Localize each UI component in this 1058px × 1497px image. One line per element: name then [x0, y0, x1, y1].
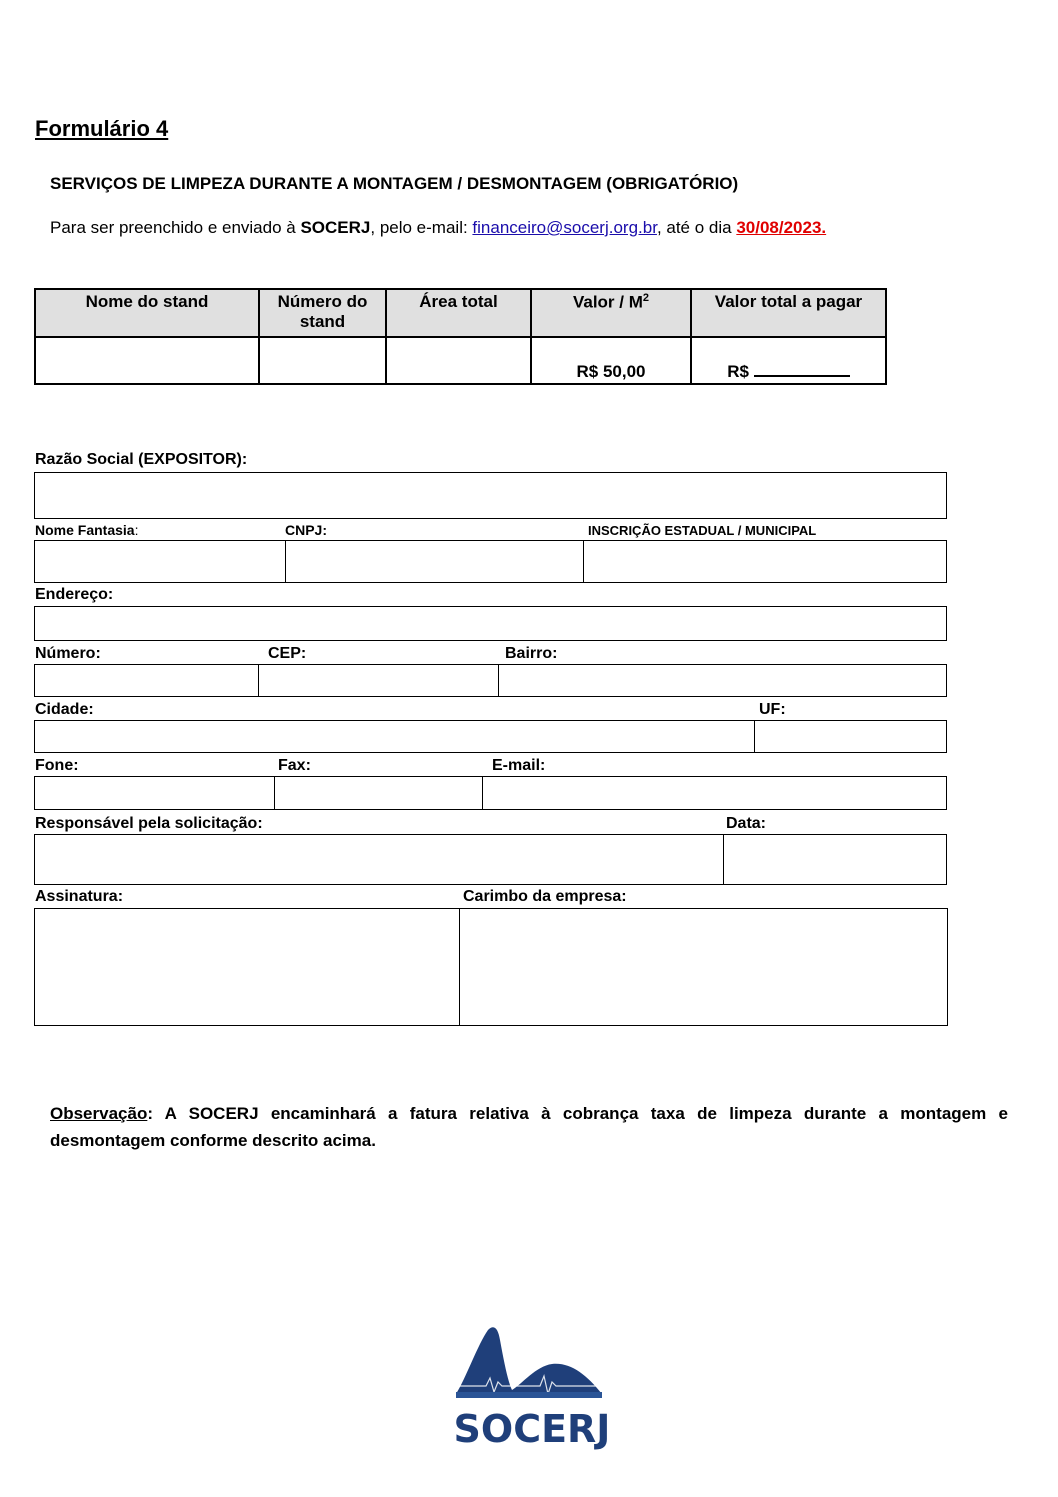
- label-fone: Fone:: [35, 757, 79, 774]
- observacao: [50, 1100, 1008, 1154]
- field-carimbo[interactable]: [459, 908, 948, 1026]
- label-razao-social: Razão Social (EXPOSITOR):: [35, 451, 248, 468]
- header-valor-m2: [531, 289, 691, 337]
- deadline-date: 30/08/2023.: [736, 218, 827, 237]
- page-title: Formulário 4: [35, 116, 169, 141]
- label-inscricao: INSCRIÇÃO ESTADUAL / MUNICIPAL: [588, 523, 817, 538]
- observacao-text: : A SOCERJ encaminhará a fatura relativa à cobrança taxa de limpeza durante a montagem e desmontagem conforme descrito acima.: [50, 1104, 1008, 1150]
- label-nome-fantasia-colon: :: [134, 522, 139, 538]
- field-cidade[interactable]: [34, 720, 755, 753]
- header-nome-stand: Nome do stand: [35, 289, 259, 337]
- label-cnpj: CNPJ:: [285, 522, 328, 538]
- intro-text: [50, 218, 826, 238]
- email-link[interactable]: financeiro@socerj.org.br: [472, 218, 657, 237]
- header-valor-total: Valor total a pagar: [691, 289, 886, 337]
- label-fax: Fax:: [278, 757, 311, 774]
- label-carimbo: Carimbo da empresa:: [463, 888, 627, 905]
- field-responsavel[interactable]: [34, 834, 724, 885]
- label-nome-fantasia: [35, 522, 138, 538]
- label-endereco: Endereço:: [35, 586, 114, 603]
- socerj-logo: [452, 1322, 612, 1450]
- field-inscricao[interactable]: [583, 540, 947, 583]
- intro-middle: , pelo e-mail:: [370, 218, 473, 237]
- label-email: E-mail:: [492, 757, 546, 774]
- cell-nome-stand[interactable]: [35, 337, 259, 384]
- field-fax[interactable]: [274, 776, 483, 810]
- intro-org: SOCERJ: [300, 218, 371, 237]
- label-responsavel: Responsável pela solicitação:: [35, 815, 263, 832]
- field-data[interactable]: [723, 834, 947, 885]
- field-numero[interactable]: [34, 664, 259, 697]
- valor-total-currency: R$: [727, 362, 749, 381]
- cell-valor-m2: R$ 50,00: [531, 337, 691, 384]
- label-bairro: Bairro:: [505, 645, 558, 662]
- field-cnpj[interactable]: [285, 540, 584, 583]
- cell-numero-stand[interactable]: [259, 337, 386, 384]
- label-cidade: Cidade:: [35, 701, 94, 718]
- intro-prefix: Para ser preenchido e enviado à: [50, 218, 301, 237]
- header-valor-m2-label: Valor / M: [572, 292, 643, 312]
- label-numero: Número:: [35, 645, 101, 662]
- label-data: Data:: [726, 815, 767, 832]
- label-cep: CEP:: [268, 645, 307, 662]
- field-razao-social[interactable]: [34, 472, 947, 519]
- valor-total-blank-line: [754, 361, 850, 377]
- observacao-label: Observação: [50, 1104, 148, 1123]
- header-valor-m2-sup: 2: [642, 292, 650, 304]
- header-area-total: Área total: [386, 289, 531, 337]
- price-table-row: [35, 337, 886, 384]
- label-assinatura: Assinatura:: [35, 888, 124, 905]
- cell-area-total[interactable]: [386, 337, 531, 384]
- field-cep[interactable]: [258, 664, 499, 697]
- cell-valor-total[interactable]: [691, 337, 886, 384]
- field-fone[interactable]: [34, 776, 275, 810]
- field-assinatura[interactable]: [34, 908, 460, 1026]
- field-nome-fantasia[interactable]: [34, 540, 286, 583]
- form-subtitle: SERVIÇOS DE LIMPEZA DURANTE A MONTAGEM / DESMONTAGEM (OBRIGATÓRIO): [50, 174, 739, 193]
- field-email[interactable]: [482, 776, 947, 810]
- socerj-logo-text: SOCERJ: [453, 1407, 611, 1450]
- label-uf: UF:: [759, 701, 786, 718]
- socerj-logo-mark: [452, 1322, 612, 1450]
- intro-suffix: , até o dia: [656, 218, 737, 237]
- price-table: [34, 288, 887, 385]
- field-uf[interactable]: [754, 720, 947, 753]
- field-bairro[interactable]: [498, 664, 947, 697]
- field-endereco[interactable]: [34, 606, 947, 641]
- header-numero-stand: Número do stand: [259, 289, 386, 337]
- label-nome-fantasia-text: Nome Fantasia: [35, 522, 135, 538]
- price-table-header-row: [35, 289, 886, 337]
